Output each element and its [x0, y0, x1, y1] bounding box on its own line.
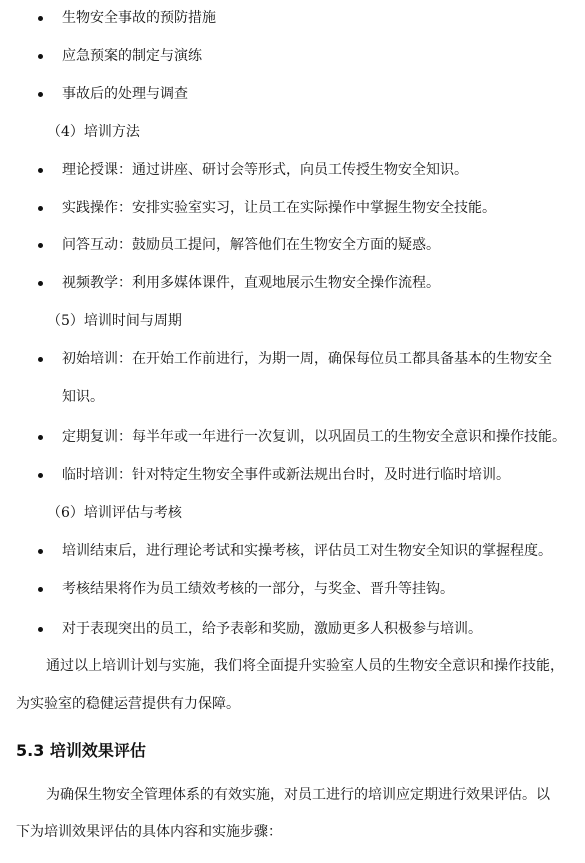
subheading-text: （4）培训方法: [47, 124, 140, 140]
bullet-icon: [38, 435, 43, 440]
list-item-text: 理论授课：通过讲座、研讨会等形式，向员工传授生物安全知识。: [62, 162, 468, 178]
list-item-text: 问答互动：鼓励员工提问，解答他们在生物安全方面的疑惑。: [62, 237, 440, 253]
section-heading: 5.3 培训效果评估: [16, 741, 146, 760]
list-item-text: 实践操作：安排实验室实习，让员工在实际操作中掌握生物安全技能。: [62, 200, 496, 216]
list-item-text: 初始培训：在开始工作前进行，为期一周，确保每位员工都具备基本的生物安全: [62, 351, 552, 367]
bullet-icon: [38, 473, 43, 478]
bullet-icon: [38, 627, 43, 632]
subheading-text: （5）培训时间与周期: [47, 313, 182, 329]
list-item-text: 生物安全事故的预防措施: [62, 10, 216, 26]
paragraph-text: 通过以上培训计划与实施，我们将全面提升实验室人员的生物安全意识和操作技能，: [46, 658, 564, 674]
bullet-icon: [38, 54, 43, 59]
bullet-icon: [38, 587, 43, 592]
paragraph-text: 下为培训效果评估的具体内容和实施步骤：: [16, 824, 282, 840]
bullet-icon: [38, 549, 43, 554]
paragraph-text: 为实验室的稳健运营提供有力保障。: [16, 696, 240, 712]
bullet-icon: [38, 16, 43, 21]
bullet-icon: [38, 357, 43, 362]
list-item-text: 考核结果将作为员工绩效考核的一部分，与奖金、晋升等挂钩。: [62, 581, 454, 597]
list-item-text: 知识。: [62, 389, 104, 405]
list-item-text: 事故后的处理与调查: [62, 86, 188, 102]
subheading-text: （6）培训评估与考核: [47, 505, 182, 521]
bullet-icon: [38, 243, 43, 248]
list-item-text: 应急预案的制定与演练: [62, 48, 202, 64]
list-item-text: 定期复训：每半年或一年进行一次复训，以巩固员工的生物安全意识和操作技能。: [62, 429, 566, 445]
paragraph-text: 为确保生物安全管理体系的有效实施，对员工进行的培训应定期进行效果评估。以: [46, 787, 550, 803]
list-item-text: 对于表现突出的员工，给予表彰和奖励，激励更多人积极参与培训。: [62, 621, 482, 637]
bullet-icon: [38, 168, 43, 173]
bullet-icon: [38, 92, 43, 97]
bullet-icon: [38, 281, 43, 286]
list-item-text: 临时培训：针对特定生物安全事件或新法规出台时，及时进行临时培训。: [62, 467, 510, 483]
bullet-icon: [38, 206, 43, 211]
list-item-text: 视频教学：利用多媒体课件，直观地展示生物安全操作流程。: [62, 275, 440, 291]
list-item-text: 培训结束后，进行理论考试和实操考核，评估员工对生物安全知识的掌握程度。: [62, 543, 552, 559]
